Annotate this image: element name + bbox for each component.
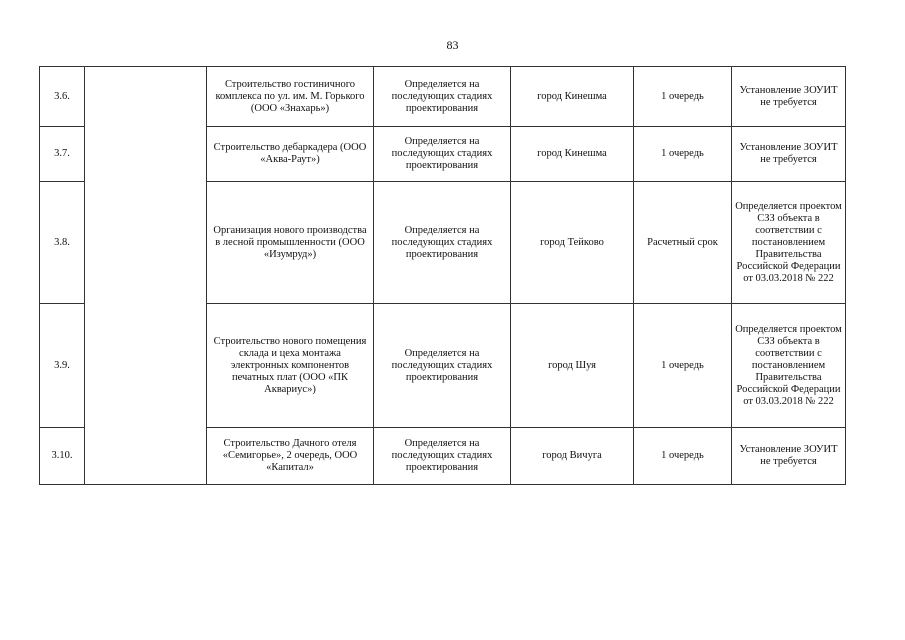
location-cell: город Шуя: [511, 304, 634, 428]
term-cell: 1 очередь: [634, 428, 732, 485]
object-name-cell: Организация нового производства в лесной промышленности (ООО «Изумруд»): [207, 182, 374, 304]
term-cell: Расчетный срок: [634, 182, 732, 304]
location-cell: город Кинешма: [511, 127, 634, 182]
object-name-cell: Строительство Дачного отеля «Семигорье», 2 очередь, ООО «Капитал»: [207, 428, 374, 485]
row-number-cell: 3.9.: [40, 304, 85, 428]
zone-cell: Определяется проектом СЗЗ объекта в соответствии с постановлением Правительства Российской Федерации от 03.03.2018 № 222: [732, 304, 846, 428]
table-row: [40, 67, 846, 127]
row-number-cell: 3.10.: [40, 428, 85, 485]
row-number-cell: 3.6.: [40, 67, 85, 127]
location-cell: город Вичуга: [511, 428, 634, 485]
object-name-cell: Строительство дебаркадера (ООО «Аква-Раут»): [207, 127, 374, 182]
object-name-cell: Строительство нового помещения склада и цеха монтажа электронных компонентов печатных плат (ООО «ПК Аквариус»): [207, 304, 374, 428]
parameters-cell: Определяется на последующих стадиях проектирования: [374, 304, 511, 428]
term-cell: 1 очередь: [634, 67, 732, 127]
object-name-cell: Строительство гостиничного комплекса по ул. им. М. Горького (ООО «Знахарь»): [207, 67, 374, 127]
term-cell: 1 очередь: [634, 127, 732, 182]
parameters-cell: Определяется на последующих стадиях проектирования: [374, 428, 511, 485]
objects-table: [39, 66, 846, 485]
row-number-cell: 3.7.: [40, 127, 85, 182]
parameters-cell: Определяется на последующих стадиях проектирования: [374, 67, 511, 127]
location-cell: город Кинешма: [511, 67, 634, 127]
merged-category-cell: [85, 67, 207, 485]
zone-cell: Установление ЗОУИТ не требуется: [732, 67, 846, 127]
location-cell: город Тейково: [511, 182, 634, 304]
zone-cell: Установление ЗОУИТ не требуется: [732, 428, 846, 485]
zone-cell: Установление ЗОУИТ не требуется: [732, 127, 846, 182]
page-number: 83: [446, 38, 459, 52]
parameters-cell: Определяется на последующих стадиях проектирования: [374, 182, 511, 304]
term-cell: 1 очередь: [634, 304, 732, 428]
zone-cell: Определяется проектом СЗЗ объекта в соответствии с постановлением Правительства Российской Федерации от 03.03.2018 № 222: [732, 182, 846, 304]
parameters-cell: Определяется на последующих стадиях проектирования: [374, 127, 511, 182]
row-number-cell: 3.8.: [40, 182, 85, 304]
